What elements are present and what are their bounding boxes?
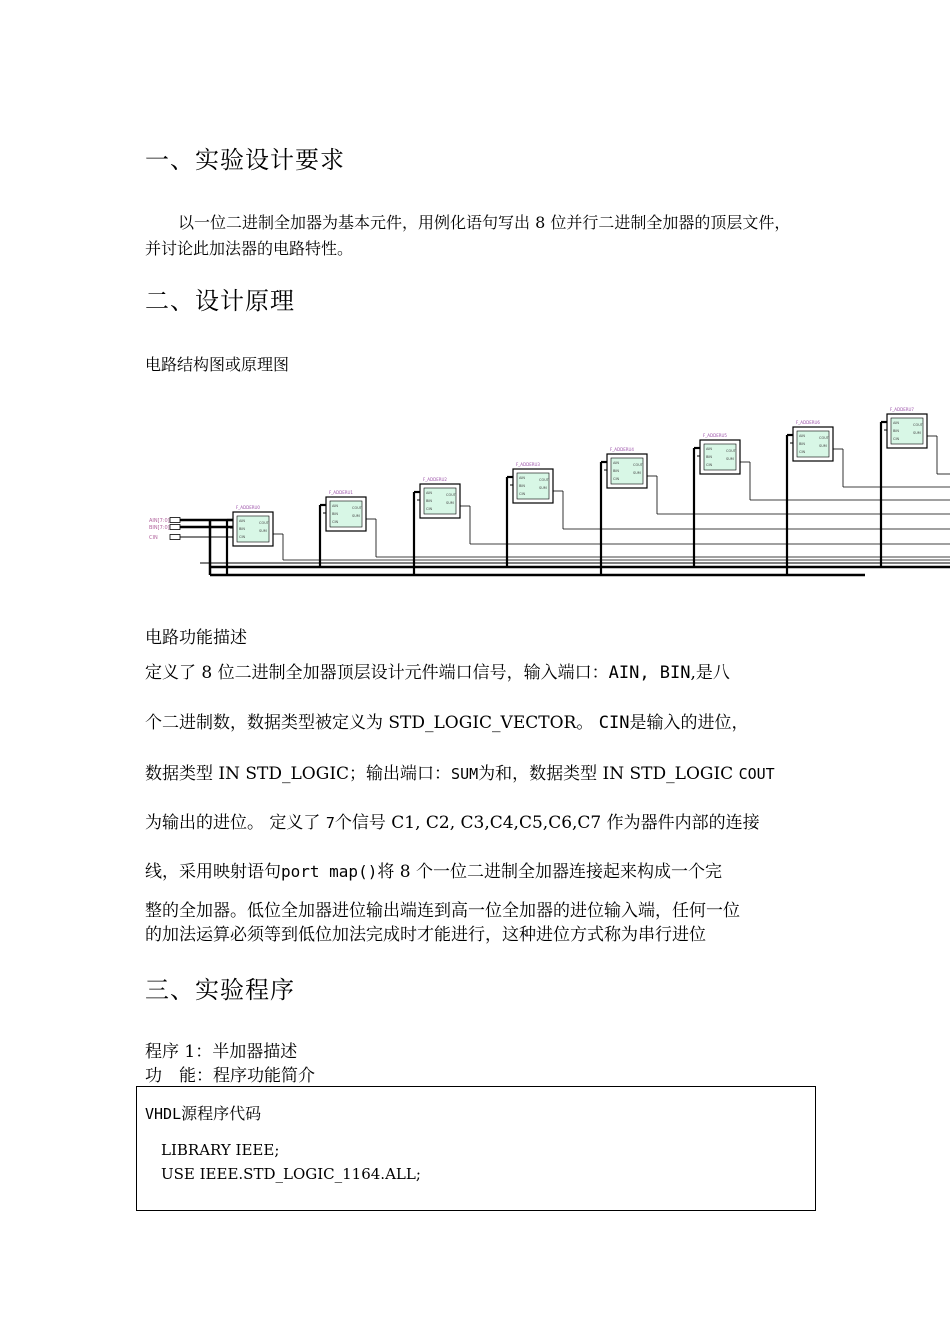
code-box: [136, 1086, 816, 1211]
block-7-port-bin: BIN: [893, 429, 900, 433]
block-1-port-sum: SUM: [352, 514, 360, 518]
desc-line-2: 个二进制数，数据类型被定义为 STD_LOGIC_VECTOR。 CIN是输入的进位，: [145, 713, 749, 733]
diagram-caption: 电路结构图或原理图: [145, 355, 290, 374]
desc-line-4: 为输出的进位。 定义了 7个信号 C1, C2, C3,C4,C5,C6,C7 作为器件内部的连接: [145, 813, 760, 833]
block-5-port-ain: AIN: [706, 447, 713, 451]
requirement-line-1: 以一位二进制全加器为基本元件，用例化语句写出 8 位并行二进制全加器的顶层文件，: [178, 213, 791, 232]
block-0-port-cin: CIN: [239, 535, 246, 539]
input-pin-1: [170, 525, 180, 530]
block-7-port-cout: COUT: [913, 423, 923, 427]
desc-line-3: 数据类型 IN STD_LOGIC；输出端口：SUM为和，数据类型 IN STD_LOGIC COUT: [145, 764, 775, 784]
desc-line-7: 的加法运算必须等到低位加法完成时才能进行，这种进位方式称为串行进位: [145, 925, 706, 945]
adder-block-label-3: F_ADDERU3: [516, 462, 540, 467]
input-pin-0: [170, 518, 180, 523]
block-2-port-cin: CIN: [426, 507, 433, 511]
heading-section-3: 三、实验程序: [145, 976, 295, 1004]
block-0-port-sum: SUM: [259, 529, 267, 533]
block-6-port-cout: COUT: [819, 436, 829, 440]
block-3-port-ain: AIN: [519, 476, 526, 480]
adder-block-label-5: F_ADDERU5: [703, 433, 727, 438]
block-2-port-cout: COUT: [446, 493, 456, 497]
code-line-1: LIBRARY IEEE;: [161, 1141, 280, 1159]
desc-line-6: 整的全加器。低位全加器进位输出端连到高一位全加器的进位输入端，任何一位: [145, 901, 740, 921]
code-line-2: USE IEEE.STD_LOGIC_1164.ALL;: [161, 1165, 421, 1183]
block-4-port-bin: BIN: [613, 469, 620, 473]
block-4-port-sum: SUM: [633, 471, 641, 475]
requirement-line-2: 并讨论此加法器的电路特性。: [145, 239, 354, 258]
block-3-port-sum: SUM: [539, 486, 547, 490]
adder-block-label-1: F_ADDERU1: [329, 490, 353, 495]
program-title: 程序 1：半加器描述: [145, 1042, 298, 1062]
circuit-diagram: [145, 400, 950, 595]
program-function: 功 能：程序功能简介: [145, 1066, 315, 1086]
block-7-port-cin: CIN: [893, 437, 900, 441]
block-2-port-ain: AIN: [426, 491, 433, 495]
block-1-port-cout: COUT: [352, 506, 362, 510]
block-0-port-bin: BIN: [239, 527, 246, 531]
code-box-title: VHDL源程序代码: [145, 1104, 262, 1123]
block-1-port-cin: CIN: [332, 520, 339, 524]
block-3-port-cin: CIN: [519, 492, 526, 496]
heading-section-2: 二、设计原理: [145, 287, 295, 315]
block-2-port-bin: BIN: [426, 499, 433, 503]
block-4-port-cin: CIN: [613, 477, 620, 481]
block-5-port-cin: CIN: [706, 463, 713, 467]
block-5-port-sum: SUM: [726, 457, 734, 461]
block-7-port-sum: SUM: [913, 431, 921, 435]
input-label-0: AIN[7:0]: [149, 518, 170, 524]
block-0-port-cout: COUT: [259, 521, 269, 525]
input-pin-2: [170, 535, 180, 540]
block-5-port-cout: COUT: [726, 449, 736, 453]
function-title: 电路功能描述: [145, 628, 247, 648]
block-1-port-ain: AIN: [332, 504, 339, 508]
adder-block-label-4: F_ADDERU4: [610, 447, 634, 452]
adder-block-label-2: F_ADDERU2: [423, 477, 447, 482]
block-5-port-bin: BIN: [706, 455, 713, 459]
desc-line-5: 线，采用映射语句port map()将 8 个一位二进制全加器连接起来构成一个完: [145, 862, 722, 882]
input-label-1: BIN[7:0]: [149, 525, 170, 531]
adder-block-label-0: F_ADDERU0: [236, 505, 260, 510]
block-7-port-ain: AIN: [893, 421, 900, 425]
adder-block-label-6: F_ADDERU6: [796, 420, 820, 425]
block-3-port-bin: BIN: [519, 484, 526, 488]
block-6-port-ain: AIN: [799, 434, 806, 438]
input-label-2: CIN: [149, 535, 158, 541]
block-4-port-cout: COUT: [633, 463, 643, 467]
block-6-port-bin: BIN: [799, 442, 806, 446]
desc-line-1: 定义了 8 位二进制全加器顶层设计元件端口信号，输入端口：AIN, BIN,是八: [145, 663, 730, 683]
block-6-port-cin: CIN: [799, 450, 806, 454]
block-3-port-cout: COUT: [539, 478, 549, 482]
block-2-port-sum: SUM: [446, 501, 454, 505]
heading-section-1: 一、实验设计要求: [145, 146, 345, 174]
block-6-port-sum: SUM: [819, 444, 827, 448]
block-0-port-ain: AIN: [239, 519, 246, 523]
adder-block-label-7: F_ADDERU7: [890, 407, 914, 412]
block-1-port-bin: BIN: [332, 512, 339, 516]
block-4-port-ain: AIN: [613, 461, 620, 465]
